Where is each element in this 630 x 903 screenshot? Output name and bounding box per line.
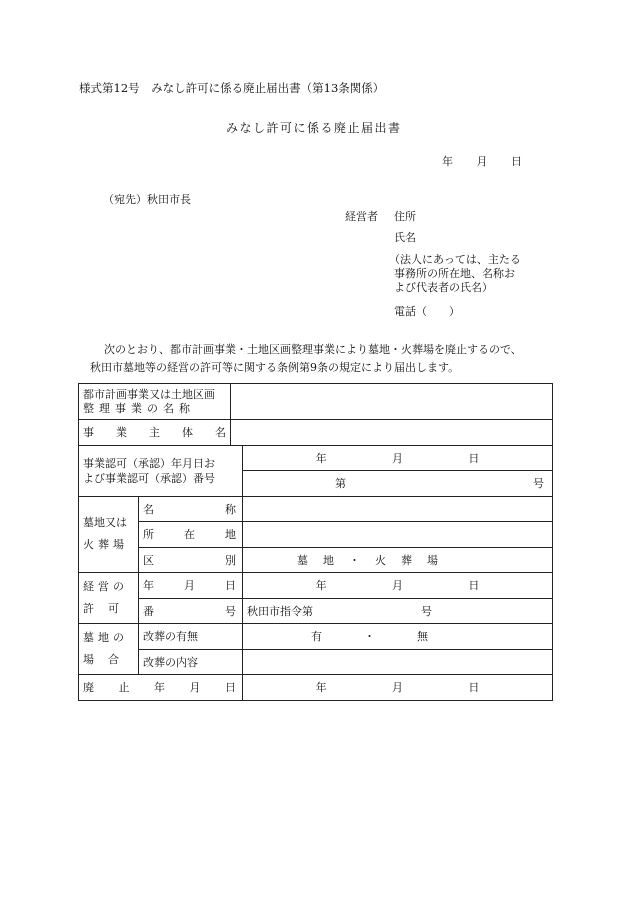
permit-number-suffix: 号 bbox=[421, 604, 432, 618]
approval-number bbox=[247, 475, 548, 491]
reburial-content-input[interactable] bbox=[243, 649, 553, 675]
cemetery-group-label-2: 火葬場 bbox=[83, 538, 128, 552]
reburial-exists-cell[interactable] bbox=[243, 624, 553, 650]
cemetery-type-char-1: 区 bbox=[143, 553, 154, 567]
permit-number-cell[interactable] bbox=[243, 598, 553, 624]
table-row bbox=[79, 420, 553, 446]
reburial-group-label-2: 場合 bbox=[83, 653, 133, 666]
cemetery-location-char-3: 地 bbox=[225, 528, 236, 542]
project-name-input[interactable] bbox=[231, 384, 553, 420]
permit-group-label-2: 許可 bbox=[83, 602, 133, 615]
permit-date-month: 月 bbox=[391, 579, 403, 593]
corporate-note-3: よび代表者の氏名） bbox=[394, 281, 493, 294]
date-year: 年 bbox=[442, 155, 453, 168]
abolish-date-day: 日 bbox=[468, 681, 480, 695]
approval-date bbox=[247, 450, 548, 466]
cemetery-location-char-2: 在 bbox=[184, 528, 195, 542]
permit-number-label bbox=[143, 603, 238, 619]
reburial-exists-value bbox=[247, 628, 548, 644]
cemetery-group-label-cell bbox=[79, 496, 139, 573]
permit-number-label-cell bbox=[139, 598, 243, 624]
cemetery-type-value-2: 地 bbox=[323, 553, 334, 567]
abolish-date-char-1: 年 bbox=[154, 681, 165, 695]
notification-table bbox=[78, 383, 553, 701]
cemetery-type-label-cell bbox=[139, 547, 243, 573]
permit-date-year: 年 bbox=[315, 579, 327, 593]
abolish-date-year: 年 bbox=[315, 681, 327, 695]
table-row bbox=[79, 445, 553, 471]
project-name-label-2: 整理事業の名称 bbox=[83, 401, 195, 415]
permit-number-char-1: 番 bbox=[143, 604, 154, 618]
cemetery-location-label-cell bbox=[139, 522, 243, 548]
applicant-role: 経営者 bbox=[345, 210, 378, 223]
approval-date-year: 年 bbox=[315, 451, 327, 465]
permit-date-char-2: 月 bbox=[184, 579, 195, 593]
permit-number-value bbox=[247, 603, 548, 619]
intro-line-1: 次のとおり、都市計画事業・土地区画整理事業により墓地・火葬場を廃止するので、 bbox=[104, 343, 522, 356]
approval-date-cell[interactable] bbox=[243, 445, 553, 471]
abolish-label-2: 止 bbox=[118, 681, 130, 695]
form-number: 様式第12号 みなし許可に係る廃止届出書（第13条関係） bbox=[79, 81, 385, 95]
reburial-exists-no: 無 bbox=[417, 630, 428, 644]
abolish-date-char-3: 日 bbox=[225, 681, 236, 695]
project-body-label-cell bbox=[79, 420, 231, 446]
reburial-exists-label-cell bbox=[139, 624, 243, 650]
permit-date-label-cell bbox=[139, 573, 243, 599]
date-month: 月 bbox=[476, 155, 488, 168]
name-label: 氏名 bbox=[394, 231, 416, 244]
reburial-exists-label: 改葬の有無 bbox=[143, 630, 198, 644]
table-row bbox=[79, 598, 553, 624]
abolish-date-cell[interactable] bbox=[243, 675, 553, 701]
reburial-exists-yes: 有 bbox=[311, 630, 322, 644]
approval-label-cell bbox=[79, 445, 243, 496]
project-body-label bbox=[83, 424, 226, 440]
approval-date-month: 月 bbox=[391, 451, 403, 465]
project-body-char-2: 業 bbox=[116, 426, 127, 440]
table-row bbox=[79, 496, 553, 522]
abolish-label-1: 廃 bbox=[83, 681, 94, 695]
cemetery-location-input[interactable] bbox=[243, 522, 553, 548]
cemetery-location-label bbox=[143, 526, 238, 542]
project-body-char-5: 名 bbox=[215, 426, 226, 440]
approval-label-1: 事業認可（承認）年月日お bbox=[83, 456, 215, 470]
project-name-label-1: 都市計画事業又は土地区画 bbox=[83, 387, 215, 401]
cemetery-type-value-6: 場 bbox=[427, 553, 438, 567]
cemetery-name-char-2: 称 bbox=[225, 502, 236, 516]
permit-date bbox=[247, 577, 548, 593]
table-row bbox=[79, 675, 553, 701]
permit-date-day: 日 bbox=[468, 579, 480, 593]
cemetery-location-char-1: 所 bbox=[143, 528, 154, 542]
project-name-label-cell bbox=[79, 384, 231, 420]
date-line bbox=[442, 155, 522, 169]
abolish-date-char-2: 月 bbox=[189, 681, 201, 695]
cemetery-name-input[interactable] bbox=[243, 496, 553, 522]
cemetery-type-cell[interactable] bbox=[243, 547, 553, 573]
approval-label-2: よび事業認可（承認）番号 bbox=[83, 471, 215, 485]
permit-date-char-3: 日 bbox=[225, 579, 236, 593]
cemetery-type-char-2: 別 bbox=[225, 553, 236, 567]
reburial-exists-sep: ・ bbox=[364, 630, 375, 644]
permit-number-char-2: 号 bbox=[225, 604, 236, 618]
approval-date-day: 日 bbox=[468, 451, 480, 465]
approval-number-prefix: 第 bbox=[335, 477, 346, 491]
project-body-input[interactable] bbox=[231, 420, 553, 446]
cemetery-type-value-3: ・ bbox=[349, 553, 360, 567]
permit-group-label-1: 経営の bbox=[83, 580, 128, 593]
cemetery-type-value-1: 墓 bbox=[297, 553, 308, 567]
abolish-date bbox=[247, 679, 548, 695]
permit-number-prefix: 秋田市指令第 bbox=[247, 604, 313, 618]
cemetery-group-label-1: 墓地又は bbox=[83, 516, 127, 530]
table-row bbox=[79, 649, 553, 675]
table-row bbox=[79, 547, 553, 573]
project-body-char-3: 主 bbox=[149, 426, 160, 440]
abolish-date-month: 月 bbox=[391, 681, 403, 695]
project-body-char-1: 事 bbox=[83, 426, 94, 440]
permit-date-cell[interactable] bbox=[243, 573, 553, 599]
abolish-label bbox=[83, 679, 238, 695]
abolish-label-cell bbox=[79, 675, 243, 701]
project-body-char-4: 体 bbox=[182, 426, 193, 440]
permit-group-label-cell bbox=[79, 573, 139, 624]
approval-number-suffix: 号 bbox=[533, 477, 544, 491]
cemetery-name-label-cell bbox=[139, 496, 243, 522]
cemetery-type-value-4: 火 bbox=[375, 553, 386, 567]
reburial-group-label-1: 墓地の bbox=[83, 631, 128, 644]
approval-number-cell[interactable] bbox=[243, 471, 553, 497]
reburial-content-label-cell bbox=[139, 649, 243, 675]
table-row bbox=[79, 384, 553, 420]
phone-label: 電話（ ） bbox=[394, 305, 460, 318]
table-row bbox=[79, 624, 553, 650]
cemetery-type-label bbox=[143, 552, 238, 568]
permit-date-char-1: 年 bbox=[143, 579, 154, 593]
table-row bbox=[79, 522, 553, 548]
permit-date-label bbox=[143, 577, 238, 593]
date-day: 日 bbox=[511, 155, 522, 168]
reburial-content-label: 改葬の内容 bbox=[143, 655, 198, 669]
cemetery-name-char-1: 名 bbox=[143, 502, 154, 516]
table-row bbox=[79, 573, 553, 599]
reburial-group-label-cell bbox=[79, 624, 139, 675]
intro-line-2: 秋田市墓地等の経営の許可等に関する条例第9条の規定により届出します。 bbox=[90, 361, 460, 374]
corporate-note-1: （法人にあっては、主たる bbox=[389, 253, 521, 266]
page-title: みなし許可に係る廃止届出書 bbox=[226, 121, 402, 135]
cemetery-name-label bbox=[143, 501, 238, 517]
cemetery-type-value-5: 葬 bbox=[401, 553, 412, 567]
corporate-note-2: 事務所の所在地、名称お bbox=[394, 267, 515, 280]
addressee: （宛先）秋田市長 bbox=[103, 193, 191, 206]
cemetery-type-value bbox=[247, 552, 548, 568]
address-label: 住所 bbox=[394, 210, 416, 223]
